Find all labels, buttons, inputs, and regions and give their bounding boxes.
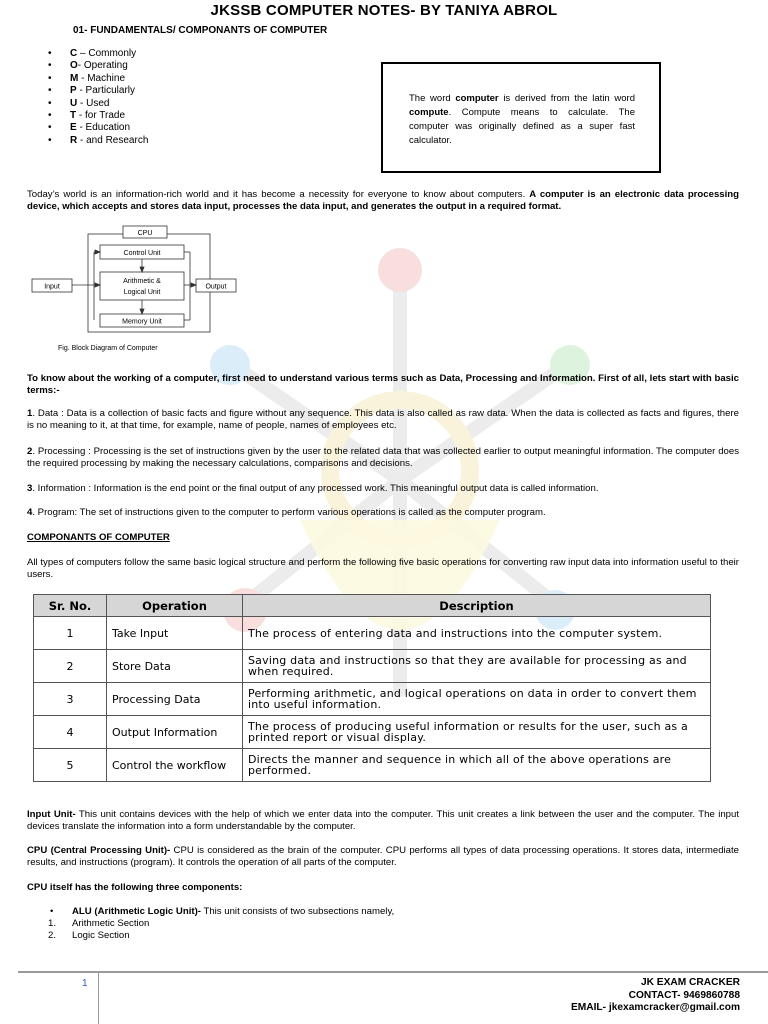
term-text: . Data : Data is a collection of basic facts and figure without any sequence. This data is also called as raw data. When the data is collected as facts and figures, there is no meaning to it, at that time, for example, name of people, names of employees etc. [27,408,739,431]
definition-text [409,92,635,148]
cell-srno: 5 [34,749,107,782]
table-header-row [34,595,711,617]
acronym-letter: R [70,134,78,146]
memory-unit-label: Memory Unit [122,318,162,326]
cell-description: Performing arithmetic, and logical operations on data in order to convert them into useful information. [243,683,711,716]
intro-paragraph [27,189,739,212]
cell-description: Saving data and instructions so that they are available for processing as and when required. [243,650,711,683]
footer-contact [571,977,740,1015]
diagram-caption: Fig. Block Diagram of Computer [58,345,158,352]
keyword: compute [409,107,449,118]
bullet: • [50,906,54,917]
keyword: computer [455,93,499,104]
list-item [46,73,148,85]
text-run: . Compute means to calculate. The computer was originally defined as a super fast calculator. [409,107,635,146]
cell-srno: 3 [34,683,107,716]
block-diagram [28,222,248,354]
alu-label-line2: Logical Unit [123,289,161,296]
input-unit-paragraph [27,809,739,832]
footer-email: EMAIL- jkexamcracker@gmail.com [570,1002,740,1013]
item-number: 2. [48,930,57,941]
footer-phone: CONTACT- 9469860788 [628,989,740,1001]
footer-org: JK EXAM CRACKER [640,977,740,988]
acronym-text: - Machine [78,72,126,84]
alu-label: ALU (Arithmetic Logic Unit)- [72,906,201,917]
table-row [34,617,711,650]
cell-description: The process of producing useful information or results for the user, such as a printed report or visual display. [243,716,711,749]
text-run: Today’s world is an information-rich world and it has become a necessity for everyone to know about computers. [27,189,530,200]
acronym-text: - for Trade [76,110,126,122]
footer-divider [18,971,768,973]
cpu-paragraph [27,845,739,868]
text-run: is derived from the latin word [498,93,635,104]
item-text: Arithmetic Section [72,918,150,929]
acronym-text: – Commonly [77,48,137,59]
item-number: 1. [48,918,57,929]
acronym-letter: P [70,85,77,97]
list-item [46,906,394,918]
table-row [34,650,711,683]
text-run: The word [409,93,456,104]
table-row [34,716,711,749]
term-number: 2 [27,446,33,457]
page-number: 1 [82,978,88,989]
acronym-text: - Operating [77,60,128,72]
alu-list [46,906,394,942]
term-processing [27,446,739,469]
term-text: . Program: The set of instructions given to the computer to perform various operations is called as the computer program. [32,507,546,518]
list-item [46,60,148,72]
list-item [46,930,394,942]
cell-operation: Control the workflow [107,749,243,782]
col-header-operation: Operation [107,595,243,617]
term-number: 4 [27,507,33,518]
term-program [27,507,739,519]
control-unit-label: Control Unit [123,250,161,257]
acronym-letter: C [70,48,78,59]
cell-operation: Output Information [107,716,243,749]
cell-description: Directs the manner and sequence in which all of the above operations are performed. [243,749,711,782]
list-item [46,110,148,122]
table-row [34,683,711,716]
table-row [34,749,711,782]
acronym-letter: O [70,60,78,72]
list-item [46,48,148,60]
footer-vertical-divider [98,971,99,1024]
input-unit-text: This unit contains devices with the help of which we enter data into the computer. This unit creates a link between the user and the computer. The input devices translate the information into a form understandable by the computer. [27,809,739,832]
terms-intro: To know about the working of a computer, first need to understand various terms such as Data, Processing and Information. First of all, lets start with basic terms:- [27,373,739,396]
term-information [27,483,739,495]
output-label: Output [205,283,227,291]
acronym-letter: M [70,72,79,84]
components-intro: All types of computers follow the same basic logical structure and perform the following five basic operations for converting raw input data into information useful to their users. [27,557,739,580]
cpu-components-heading: CPU itself has the following three components: [27,882,243,893]
definition-bold: A computer is an electronic data processing device, which accepts and stores data input, processes the data input, and generates the output in a required format. [27,189,740,212]
acronym-letter: T [70,110,77,122]
alu-label-line1: Arithmetic & [123,278,161,285]
definition-box [381,62,661,173]
cpu-unit-label: CPU (Central Processing Unit)- [27,845,171,856]
acronym-text: - Education [76,122,131,134]
list-item [46,122,148,134]
col-header-description: Description [243,595,711,617]
operations-table [33,594,711,782]
term-text: . Information : Information is the end point or the final output of any processed work. This meaningful output data is called information. [32,483,599,494]
components-heading: COMPONANTS OF COMPUTER [27,532,170,543]
cell-srno: 1 [34,617,107,650]
acronym-text: - Used [77,97,110,109]
cpu-unit-text: CPU is considered as the brain of the computer. CPU performs all types of data processing operations. It stores data, intermediate results, and instructions (program). It controls the operation of all parts of the computer. [27,845,739,868]
col-header-srno: Sr. No. [34,595,107,617]
input-unit-label: Input Unit- [27,809,76,820]
section-heading-fundamentals: 01- FUNDAMENTALS/ COMPONANTS OF COMPUTER [73,25,328,36]
acronym-list [46,48,148,147]
cell-operation: Processing Data [107,683,243,716]
list-item [46,98,148,110]
list-item [46,135,148,147]
term-number: 3 [27,483,33,494]
cell-srno: 4 [34,716,107,749]
alu-text: This unit consists of two subsections namely, [200,906,395,917]
list-item [46,85,148,97]
page-title: JKSSB COMPUTER NOTES- BY TANIYA ABROL [210,2,558,19]
cpu-label: CPU [137,230,153,237]
cell-description: The process of entering data and instructions into the computer system. [243,617,711,650]
item-text: Logic Section [72,930,130,941]
acronym-letter: U [70,97,78,109]
acronym-text: - and Research [77,134,149,146]
cell-srno: 2 [34,650,107,683]
cell-operation: Take Input [107,617,243,650]
cell-operation: Store Data [107,650,243,683]
acronym-text: - Particularly [76,85,136,97]
acronym-letter: E [70,122,77,134]
input-label: Input [44,283,60,291]
term-data [27,408,739,431]
list-item [46,918,394,930]
term-number: 1 [27,408,33,419]
term-text: . Processing : Processing is the set of instructions given by the user to the related data that was collected earlier to output meaningful information. The computer does the required processing by making the necessary calculations, comparisons and decisions. [27,446,739,469]
